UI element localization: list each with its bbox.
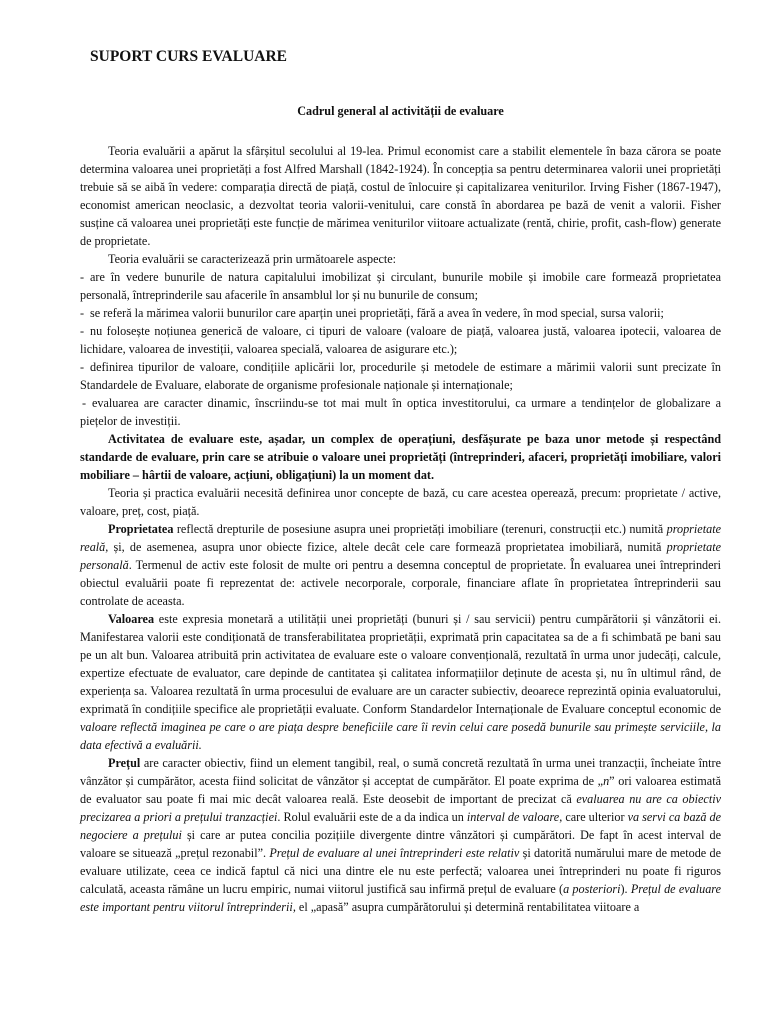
bullet-item: - definirea tipurilor de valoare, condițiile aplicării lor, procedurile și metodele de estimare a mărimii valorii sunt precizate în Standardele de Evaluare, elaborate de organisme profesionale naționale și internaționale; [80, 360, 721, 392]
section-title: Cadrul general al activității de evaluare [297, 104, 504, 118]
paragraph-valoarea: Valoarea este expresia monetară a utilității unei proprietăți (bunuri și / sau servicii) pentru cumpărătorii și vânzătorii ei. Manifestarea valorii este condiționată de transferabilitatea proprietății, exprimată prin capacitatea sa de a fi schimbată pe bani sau pe un alt bun. Valoarea atribuită prin activitatea de evaluare este o valoare convențională, rezultată în urma unor judecăți, calcule, expertize efectuate de evaluator, care depinde de cantitatea și calitatea informațiilor deținute de acesta și, nu în ultimul rând, de experiența sa. Valoarea rezultată în urma procesului de evaluare are un caracter subiectiv, deoarece reprezintă opinia evaluatorului, exprimată în condițiile specifice ale proprietății evaluate. Conform Standardelor Internaționale de Evaluare conceptul economic de valoare reflectă imaginea pe care o are piața despre beneficiile care îi revin celui care posedă bunurile sau primește serviciile, la data efectivă a evaluării. [80, 612, 721, 752]
term-pretul: Prețul [108, 756, 141, 770]
bullet-item: - evaluarea are caracter dinamic, înscriindu-se tot mai mult în optica investitorului, ca urmare a tendințelor de globalizare a piețelor de investiții. [80, 396, 721, 428]
bullet-item: - are în vedere bunurile de natura capitalului imobilizat și circulant, bunurile mobile și imobile care formează proprietatea personală, întreprinderile sau afacerile în ansamblul lor și nu bunurile de consum; [80, 270, 721, 302]
paragraph-proprietatea: Proprietatea reflectă drepturile de posesiune asupra unei proprietăți imobiliare (terenuri, construcții etc.) numită proprietate reală, și, de asemenea, asupra unor obiecte fizice, altele decât cele care formează proprietatea imobiliară, numită proprietate personală. Termenul de activ este folosit de multe ori pentru a desemna conceptul de proprietate. În evaluarea unei întreprinderi obiectul evaluării poate fi reprezentat de: activele necorporale, corporale, financiare aflate în proprietatea întreprinderii sau controlate de aceasta. [80, 522, 721, 608]
paragraph-definition-bold: Activitatea de evaluare este, așadar, un complex de operațiuni, desfășurate pe baza unor metode și respectând standarde de evaluare, prin care se atribuie o valoare unei proprietăți (întreprinderi, afaceri, proprietăți imobiliare, valori mobiliare – hârtii de valoare, acțiuni, obligațiuni) la un moment dat. [80, 432, 721, 482]
document-title: SUPORT CURS EVALUARE [90, 48, 287, 65]
term-proprietatea: Proprietatea [108, 522, 174, 536]
bullet-item: - se referă la mărimea valorii bunurilor care aparțin unei proprietăți, fără a avea în vedere, în mod special, sursa valorii; [80, 306, 664, 320]
paragraph-aspects-lead: Teoria evaluării se caracterizează prin următoarele aspecte: [108, 252, 397, 266]
paragraph-concepts: Teoria și practica evaluării necesită definirea unor concepte de bază, cu care acestea operează, precum: proprietate / active, valoare, preț, cost, piață. [80, 486, 721, 518]
bullet-item: - nu folosește noțiunea generică de valoare, ci tipuri de valoare (valoare de piață, valoarea justă, valoarea ipotecii, valoarea de lichidare, valoarea de investiții, valoarea specială, valoarea de asigurare etc.); [80, 324, 721, 356]
paragraph-intro: Teoria evaluării a apărut la sfârșitul secolului al 19-lea. Primul economist care a stabilit elementele în baza cărora se poate determina valoarea unei proprietăți a fost Alfred Marshall (1842-1924). În concepția sa pentru determinarea valorii unei proprietăți trebuie să se aibă în vedere: comparația directă de piață, costul de înlocuire și capitalizarea veniturilor. Irving Fisher (1867-1947), economist american neoclasic, a dezvoltat teoria valorii-venitului, care constă în abordarea pe bază de venit a valorii. Fisher susține că valoarea unei proprietăți este funcție de mărimea veniturilor viitoare actualizate (rentă, chirie, profit, cash-flow) generate de proprietate. [80, 144, 721, 248]
paragraph-pretul: Prețul are caracter obiectiv, fiind un element tangibil, real, o sumă concretă rezultată în urma unei tranzacții, încheiate între vânzător și cumpărător, acesta fiind solicitat de vânzător și acceptat de cumpărător. El poate exprima de „n” ori valoarea estimată de evaluator sau poate fi mai mic decât valoarea reală. Este deosebit de important de precizat că evaluarea nu are ca obiectiv precizarea a priori a prețului tranzacției. Rolul evaluării este de a da indica un interval de valoare, care ulterior va servi ca bază de negociere a prețului și care ar putea concilia pozițiile divergente dintre vânzători și cumpărători. De fapt în acest interval de valoare se situează „prețul rezonabil”. Prețul de evaluare al unei întreprinderi este relativ și datorită numărului mare de metode de evaluare utilizate, ceea ce indică faptul că nici una dintre ele nu este perfectă; valoarea unei întreprinderi nu poate fi riguros calculată, aceasta rămâne un lucru empiric, numai viitorul justifică sau infirmă prețul de evaluare (a posteriori). Prețul de evaluare este important pentru viitorul întreprinderii, el „apasă” asupra cumpărătorului și determină rentabilitatea viitoare a [80, 756, 722, 914]
term-valoarea: Valoarea [108, 612, 155, 626]
